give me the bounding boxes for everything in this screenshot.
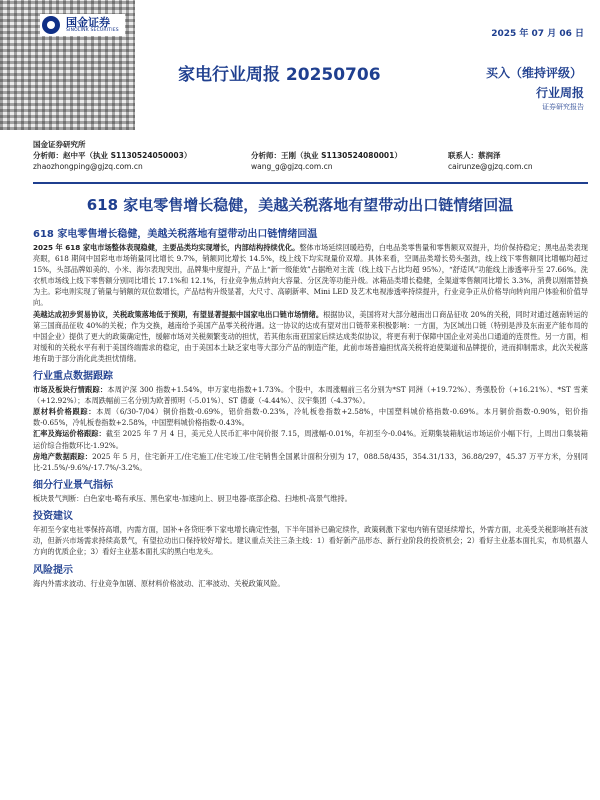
divider <box>33 182 588 184</box>
body-tariff: 根据协议，美国将对大部分越南出口商品征收 20%的关税，同时对通过越南转运的第三国商品征收 40%的关税；作为交换，越南给予美国产品零关税待遇。这一协议的达成有望对出口链带来积极影响：一方面，为区域出口链（特别是涉及东南亚产能布局的中国企业）提供了更大的政策确定性，缓解市场对关税频繁变动的担忧，若其他东南亚国家后续达成类似协议，将更有利于保障中国企业对美出口通道的连贯性。另一方面，相对缓和的关税水平有利于美国终端需求的稳定，由于美国本土缺乏家电等大部分产品的制造产能，此前市场普遍担忧高关税将迫使渠道和品牌提价，进而抑制需求，此次关税落地有助于部分消化此类担忧情绪。 <box>33 309 588 363</box>
report-header <box>0 0 600 130</box>
logo-en: SINOLINK SECURITIES <box>66 27 119 33</box>
lead-materials: 原材料价格跟踪： <box>33 407 97 417</box>
report-body <box>33 222 588 589</box>
lead-realestate: 房地产数据跟踪： <box>33 451 93 461</box>
body-realestate: 2025 年 5 月，住宅新开工/住宅施工/住宅竣工/住宅销售全国累计面积分别为 17，088.58/435，354.31/133，36.88/297，45.37 万平方米，分别同比-21.5%/-9.6%/-17.7%/-3.2%。 <box>33 451 588 472</box>
body-618: 整体市场延续回暖趋势，白电品类零售量和零售额双双提升，均价保持稳定；黑电品类表现亮眼，618 期间中国彩电市场销量同比增长 9.7%，销额同比增长 14.5%，线上线下均实现量价双增。具体来看，空调品类增长势头强劲，线上线下零售额同比增幅均超过 15%，头部品牌如美的、小米、海尔表现突出，品牌集中度提升，产品上“新一级能效”占据绝对主流（线上线下占比均超 95%），“舒适风”功能线上渗透率升至 27.66%。洗衣机市场线上线下零售额分别同比增长 17.1%和 12.1%，行业竞争焦点转向大容量、分区洗等功能升级。冰箱品类增长稳健，全渠道零售额同比增长 3.3%，消费以刚需替换为主。彩电则实现了销量与销额的双位数增长，产品结构升级显著，大尺寸、高刷新率、Mini LED 及艺术电视渗透率持续提升，行业竞争正从价格导向转向用户体验和价值导向。 <box>33 243 588 308</box>
lead-fx: 汇率及海运价格跟踪： <box>33 429 106 439</box>
main-title: 618 家电零售增长稳健，美越关税落地有望带动出口链情绪回温 <box>86 196 514 214</box>
report-date: 2025 年 07 月 06 日 <box>491 29 584 39</box>
report-type: 行业周报 <box>535 86 584 100</box>
sinolink-logo-icon <box>42 16 60 34</box>
paragraph-indicators: 板块景气判断：白色家电-略有承压、黑色家电-加速向上、厨卫电器-底部企稳、扫地机-高景气维持。 <box>33 493 352 503</box>
analyst-block <box>33 139 588 172</box>
section-title-summary: 618 家电零售增长稳健，美越关税落地有望带动出口链情绪回温 <box>33 229 318 240</box>
analyst-1-name: 分析师：赵中平（执业 S1130524050003） <box>33 151 192 160</box>
lead-tariff: 美越达成初步贸易协议，关税政策落地低于预期，有望显著提振中国家电出口链市场情绪。 <box>33 309 324 319</box>
body-market: 本周沪深 300 指数+1.54%，申万家电指数+1.73%。个股中，本周涨幅前三名分别为*ST 同洲（+19.72%）、秀强股份（+16.21%）、*ST 雪莱（+12.92%）；本周跌幅前三名分别为欧普照明（-5.01%）、ST 德豪（-4.44%）、汉宇集团（-4.37%）。 <box>33 385 588 406</box>
contact-name: 联系人：蔡润泽 <box>448 151 501 160</box>
section-title-indicators: 细分行业景气指标 <box>33 479 113 491</box>
report-title: 家电行业周报 20250706 <box>178 65 381 85</box>
paragraph-materials <box>33 406 588 428</box>
paragraph-market <box>33 384 588 406</box>
lead-market: 市场及板块行情跟踪： <box>33 385 108 395</box>
paragraph-618 <box>33 242 588 309</box>
paragraph-realestate <box>33 451 588 473</box>
analyst-2-email[interactable]: wang_g@gjzq.com.cn <box>251 162 333 171</box>
paragraph-advice: 年初至今家电社零保持高增，内需方面，国补+各贷旺季下家电增长确定性强，下半年国补已确定续作，政策刺激下家电内销有望延续增长，外需方面，北美受关税影响甚有波动，但新兴市场需求持续高景气，有望拉动出口保持较好增长。建议重点关注三条主线：1）看好新产品形态、新行业阶段的投资机会；2）看好主业基本面扎实，布局机器人方向的优质企业；3）看好主业基本面扎实的黑白电龙头。 <box>33 524 588 557</box>
body-fx: 截至 2025 年 7 月 4 日，美元兑人民币汇率中间价报 7.15，周涨幅-0.01%，年初至今-0.04%。近期集装箱航运市场运价小幅下行，上周出口集装箱运价综合指数环比-1.92%。 <box>33 429 588 450</box>
paragraph-fx <box>33 428 588 450</box>
logo-cn: 国金证券 <box>66 15 110 29</box>
analyst-2-name: 分析师：王刚（执业 S1130524080001） <box>251 151 402 160</box>
company-logo <box>40 14 125 36</box>
report-subtype: 证券研究报告 <box>542 103 584 111</box>
institute: 国金证券研究所 <box>33 140 86 149</box>
paragraph-risk: 海内外需求波动、行业竞争加剧、原材料价格波动、汇率波动、关税政策风险。 <box>33 579 285 589</box>
section-title-risk: 风险提示 <box>33 565 73 577</box>
lead-618: 2025 年 618 家电市场整体表现稳健，主要品类均实现增长，内部结构持续优化。 <box>33 243 300 252</box>
paragraph-tariff <box>33 309 588 364</box>
analyst-1-email[interactable]: zhaozhongping@gjzq.com.cn <box>33 162 143 171</box>
section-title-data: 行业重点数据跟踪 <box>33 371 113 383</box>
contact-email[interactable]: cairunze@gjzq.com.cn <box>448 162 533 171</box>
body-materials: 本周（6/30-7/04）铜价指数-0.69%，铝价指数-0.23%，冷轧板卷指数+2.58%，中国塑料城价格指数-0.69%。本月铜价指数-0.90%，铝价指数-0.65%，冷轧板卷指数+2.58%，中国塑料城价格指数-0.43%。 <box>33 407 588 428</box>
section-title-advice: 投资建议 <box>33 510 73 522</box>
rating: 买入（维持评级） <box>485 66 582 80</box>
